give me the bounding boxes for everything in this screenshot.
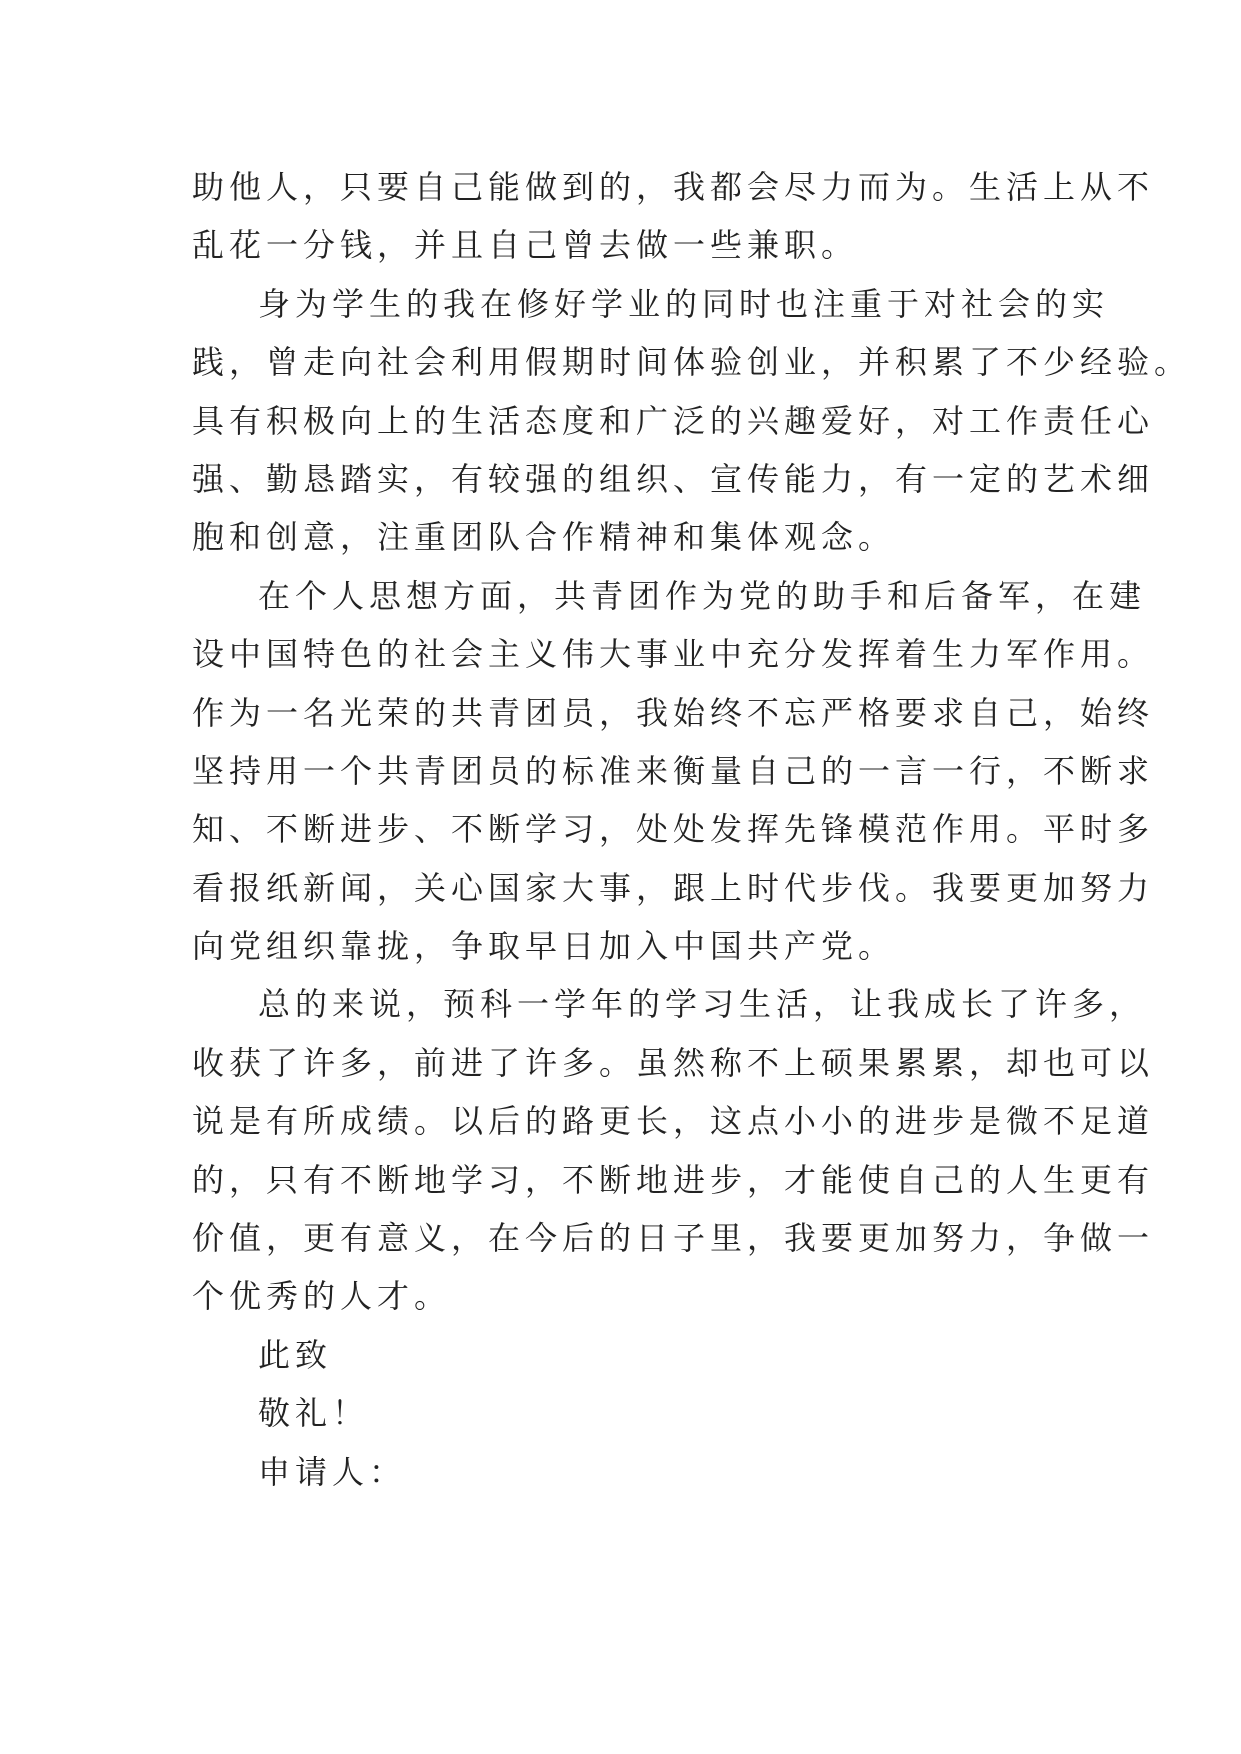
paragraph-4 <box>192 975 1155 1325</box>
letter-body <box>192 158 1192 1501</box>
text-line: 胞和创意，注重团队合作精神和集体观念。 <box>192 518 896 557</box>
text-line: 向党组织靠拢，争取早日加入中国共产党。 <box>192 927 896 966</box>
text-line: 作为一名光荣的共青团员，我始终不忘严格要求自己，始终 <box>192 693 1155 732</box>
text-line: 践，曾走向社会利用假期时间体验创业，并积累了不少经验。 <box>192 343 1192 382</box>
text-line: 设中国特色的社会主义伟大事业中充分发挥着生力军作用。 <box>192 635 1155 674</box>
text-line: 在个人思想方面，共青团作为党的助手和后备军，在建 <box>258 576 1147 615</box>
text-line: 总的来说，预科一学年的学习生活，让我成长了许多， <box>258 985 1147 1024</box>
text-line: 具有积极向上的生活态度和广泛的兴趣爱好，对工作责任心 <box>192 401 1155 440</box>
signature-label: 申请人： <box>258 1452 407 1491</box>
paragraph-1 <box>192 158 1155 275</box>
text-line: 身为学生的我在修好学业的同时也注重于对社会的实 <box>258 284 1110 323</box>
text-line: 乱花一分钱，并且自己曾去做一些兼职。 <box>192 226 859 265</box>
text-line: 看报纸新闻，关心国家大事，跟上时代步伐。我要更加努力 <box>192 868 1155 907</box>
closing-salutation-2: 敬礼！ <box>258 1394 370 1433</box>
text-line: 个优秀的人才。 <box>192 1277 452 1316</box>
closing <box>192 1326 1052 1501</box>
text-line: 的，只有不断地学习，不断地进步，才能使自己的人生更有 <box>192 1160 1155 1199</box>
text-line: 说是有所成绩。以后的路更长，这点小小的进步是微不足道 <box>192 1102 1155 1141</box>
text-line: 助他人，只要自己能做到的，我都会尽力而为。生活上从不 <box>192 168 1155 206</box>
text-line: 知、不断进步、不断学习，处处发挥先锋模范作用。平时多 <box>192 810 1155 849</box>
closing-salutation-1: 此致 <box>258 1335 333 1374</box>
text-line: 坚持用一个共青团员的标准来衡量自己的一言一行，不断求 <box>192 751 1155 790</box>
paragraph-2 <box>192 275 1192 567</box>
paragraph-3 <box>192 567 1155 976</box>
text-line: 强、勤恳踏实，有较强的组织、宣传能力，有一定的艺术细 <box>192 459 1155 498</box>
text-line: 收获了许多，前进了许多。虽然称不上硕果累累，却也可以 <box>192 1043 1155 1082</box>
text-line: 价值，更有意义，在今后的日子里，我要更加努力，争做一 <box>192 1219 1155 1258</box>
